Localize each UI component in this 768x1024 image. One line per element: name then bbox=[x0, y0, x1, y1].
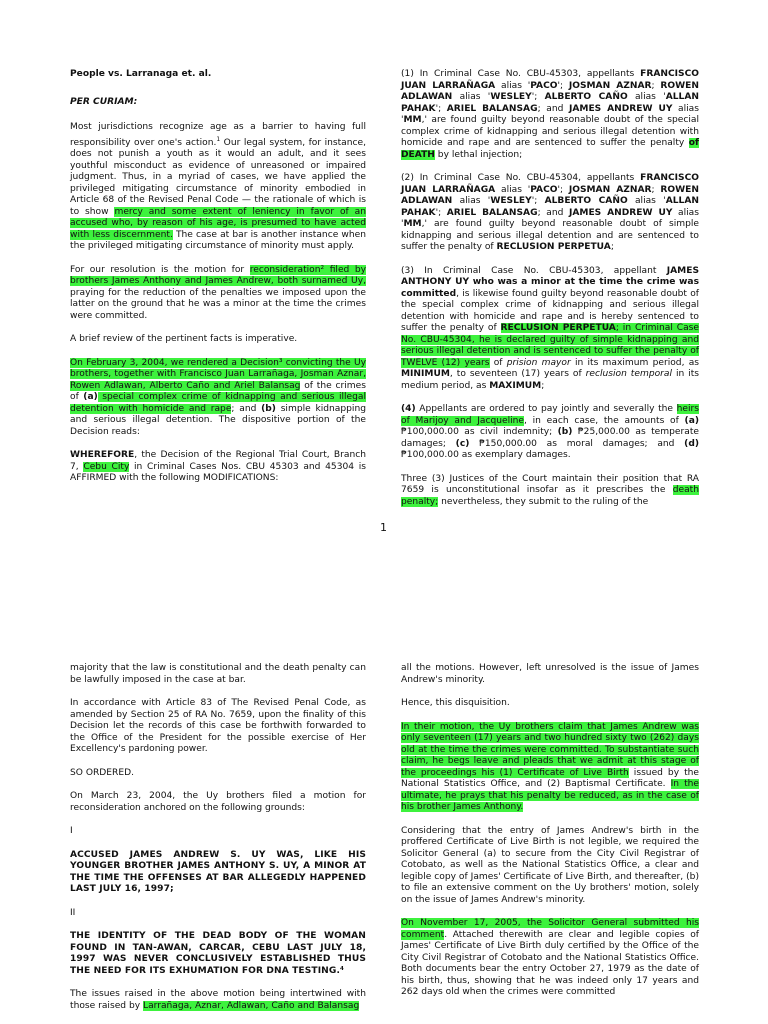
highlight: In their motion, the Uy brothers claim that James Andrew was only seventeen (17) years and two hundred sixty two (262) days old at the time the crimes were committed. To substantiate such claim, he begs leave and pleads that we admit at this stage of the proceedings his (1) Certificate of Live Birth bbox=[401, 721, 699, 778]
highlight: reconsideration² filed by brothers James Anthony and James Andrew, both surnamed Uy, bbox=[70, 264, 366, 287]
highlight: RECLUSION PERPETUA bbox=[500, 323, 616, 333]
page2-right-column bbox=[401, 663, 699, 1011]
paragraph-solicitor-required: Considering that the entry of James Andrew's birth in the proffered Certificate of Live Birth is not legible, we required the Solicitor General (a) to secure from the City Civil Registrar of Cotobato, as well as the National Statistics Office, a clear and legible copy of James' Certificate of Live Birth, and thereafter, (b) to file an extensive comment on the Uy brothers' motion, solely on the issue of James Andrew's minority. bbox=[401, 825, 699, 905]
paragraph-resolution: For our resolution is the motion for reconsideration² filed by brothers James Anthony and James Andrew, both surnamed Uy, praying for the reduction of the penalties we imposed upon the latter on the ground that he was a minor at the time the crimes were committed. bbox=[70, 264, 366, 321]
paragraph-minority: Most jurisdictions recognize age as a barrier to having full responsibility over one's action.$^1$ Our legal system, for instance, does not punish a youth as it would an adult, and it sees youthful misconduct as evidence of unreasoned or impaired judgment. Thus, in a myriad of cases, we have applied the privileged mitigating circumstance of minority embodied in Article 68 of the Revised Penal Code — the rationale of which is to show mercy and some extent of leniency in favor of an accused who, by reason of his age, is presumed to have acted with less discernment. The case at bar is another instance when the privileged mitigating circumstance of minority must apply. bbox=[70, 122, 367, 252]
ground-2: THE IDENTITY OF THE DEAD BODY OF THE WOMAN FOUND IN TAN-AWAN, CARCAR, CEBU LAST JULY 18, 1997 WAS NEVER CONCLUSIVELY ESTABLISHED THUS THE NEED FOR ITS EXHUMATION FOR DNA TESTING.⁴ bbox=[70, 931, 366, 976]
page1-left-column bbox=[70, 69, 366, 497]
page1-right-column bbox=[401, 69, 699, 520]
document-page-2 bbox=[0, 655, 768, 1024]
paragraph-motion: On March 23, 2004, the Uy brothers filed a motion for reconsideration anchored on the following grounds: bbox=[70, 791, 366, 813]
per-curiam-heading: PER CURIAM: bbox=[70, 96, 138, 107]
paragraph-decision: On February 3, 2004, we rendered a Decision³ convicting the Uy brothers, together with Francisco Juan Larrañaga, Josman Aznar, Rowen Adlawan, Alberto Caño and Ariel Balansag of the crimes of (a) special complex crime of kidnapping and serious illegal detention with homicide and rape; and (b) simple kidnapping and serious illegal detention. The dispositive portion of the Decision reads: bbox=[70, 357, 367, 437]
highlight: mercy and some extent of leniency in favor of an accused who, by reason of his age, is presumed to have acted with less discernment. bbox=[70, 206, 366, 240]
disposition-item-4: (4) Appellants are ordered to pay jointly and severally the heirs of Marijoy and Jacqueline, in each case, the amounts of (a) ₱100,000.00 as civil indemnity; (b) ₱25,000.00 as temperate damages; (c) ₱150,000.00 as moral damages; and (d) ₱100,000.00 as exemplary damages. bbox=[401, 404, 699, 460]
paragraph-claim: In their motion, the Uy brothers claim that James Andrew was only seventeen (17) years and two hundred sixty two (262) days old at the time the crimes were committed. To substantiate such claim, he begs leave and pleads that we admit at this stage of the proceedings his (1) Certificate of Live Birth issued by the National Statistics Office, and (2) Baptismal Certificate. In the ultimate, he prays that his penalty be reduced, as in the case of his brother James Anthony. bbox=[401, 721, 699, 812]
page-number: 1 bbox=[380, 521, 387, 534]
paragraph-disquisition: Hence, this disquisition. bbox=[401, 698, 510, 708]
highlight: heirs of Marijoy and Jacqueline bbox=[401, 404, 699, 426]
page2-left-column bbox=[70, 663, 366, 1024]
ground-numeral-1: I bbox=[70, 826, 73, 836]
highlight: Larrañaga, Aznar, Adlawan, Caño and Balansag bbox=[143, 1000, 360, 1011]
case-title: People vs. Larranaga et. al. bbox=[70, 69, 212, 79]
ground-1: ACCUSED JAMES ANDREW S. UY WAS, LIKE HIS YOUNGER BROTHER JAMES ANTHONY S. UY, A MINOR AT THE TIME THE OFFENSES AT BAR ALLEGEDLY HAPPENED LAST JULY 16, 1997; bbox=[70, 849, 366, 894]
ground-numeral-2: II bbox=[70, 907, 76, 918]
paragraph-all-motions: all the motions. However, left unresolved is the issue of James Andrew's minority. bbox=[401, 663, 699, 685]
paragraph-issues: The issues raised in the above motion being intertwined with those raised by Larrañaga, Aznar, Adlawan, Caño and Balansag bbox=[70, 989, 366, 1011]
disposition-item-3: (3) In Criminal Case No. CBU-45303, appellant JAMES ANTHONY UY who was a minor at the time the crime was committed, is likewise found guilty beyond reasonable doubt of the special complex crime of kidnapping and serious illegal detention with homicide and rape and is hereby sentenced to suffer the penalty of RECLUSION PERPETUA; in Criminal Case No. CBU-45304, he is declared guilty of simple kidnapping and serious illegal detention and is sentenced to suffer the penalty of TWELVE (12) years of prision mayor in its maximum period, as MINIMUM, to seventeen (17) years of reclusion temporal in its medium period, as MAXIMUM; bbox=[401, 265, 699, 391]
disposition-item-1: (1) In Criminal Case No. CBU-45303, appellants FRANCISCO JUAN LARRAÑAGA alias 'PACO'; JOSMAN AZNAR; ROWEN ADLAWAN alias 'WESLEY'; ALBERTO CAÑO alias 'ALLAN PAHAK'; ARIEL BALANSAG; and JAMES ANDREW UY alias 'MM,' are found guilty beyond reasonable doubt of the special complex crime of kidnapping and serious illegal detention with homicide and rape and are sentenced to suffer the penalty of DEATH by lethal injection; bbox=[401, 69, 699, 160]
paragraph-three-justices: Three (3) Justices of the Court maintain their position that RA 7659 is unconstitutional insofar as it prescribes the death penalty; nevertheless, they submit to the ruling of the bbox=[401, 473, 699, 507]
highlight: Cebu City bbox=[83, 461, 130, 472]
highlight: ; in Criminal Case No. CBU-45304, he is declared guilty of simple kidnapping and serious illegal detention and is sentenced to suffer the penalty of TWELVE (12) years bbox=[401, 323, 699, 368]
so-ordered: SO ORDERED. bbox=[70, 767, 135, 778]
highlight: On November 17, 2005, the Solicitor General submitted his comment bbox=[401, 918, 699, 940]
page-gap bbox=[0, 540, 768, 655]
paragraph-wherefore: WHEREFORE, the Decision of the Regional Trial Court, Branch 7, Cebu City in Criminal Cases Nos. CBU 45303 and 45304 is AFFIRMED with the following MODIFICATIONS: bbox=[70, 450, 366, 484]
highlight: death penalty; bbox=[401, 485, 699, 507]
highlight: special complex crime of kidnapping and serious illegal detention with homicide and rape bbox=[70, 392, 367, 414]
paragraph-article-83: In accordance with Article 83 of The Revised Penal Code, as amended by Section 25 of RA No. 7659, upon the finality of this Decision let the records of this case be forthwith forwarded to the Office of the President for the possible exercise of Her Excellency's pardoning power. bbox=[70, 698, 366, 754]
highlight: On February 3, 2004, we rendered a Decision³ convicting the Uy brothers, together with Francisco Juan Larrañaga, Josman Aznar, Rowen Adlawan, Alberto Caño and Ariel Balansag bbox=[70, 357, 366, 391]
paragraph-majority: majority that the law is constitutional and the death penalty can be lawfully imposed in the case at bar. bbox=[70, 663, 366, 685]
highlight: In the ultimate, he prays that his penalty be reduced, as in the case of his brother James Anthony. bbox=[401, 779, 699, 812]
paragraph-review: A brief review of the pertinent facts is imperative. bbox=[70, 334, 298, 345]
highlight: of DEATH bbox=[401, 138, 699, 160]
paragraph-comment: On November 17, 2005, the Solicitor General submitted his comment. Attached therewith are clear and legible copies of James' Certificate of Live Birth duly certified by the Office of the City Civil Registrar of Cotobato and the National Statistics Office. Both documents bear the entry October 27, 1979 as the date of his birth, thus, showing that he was indeed only 17 years and 262 days old when the crimes were committed bbox=[401, 918, 699, 997]
disposition-item-2: (2) In Criminal Case No. CBU-45304, appellants FRANCISCO JUAN LARRAÑAGA alias 'PACO'; JOSMAN AZNAR; ROWEN ADLAWAN alias 'WESLEY'; ALBERTO CAÑO alias 'ALLAN PAHAK'; ARIEL BALANSAG; and JAMES ANDREW UY alias 'MM,' are found guilty beyond reasonable doubt of simple kidnapping and serious illegal detention and are sentenced to suffer the penalty of RECLUSION PERPETUA; bbox=[401, 173, 699, 252]
